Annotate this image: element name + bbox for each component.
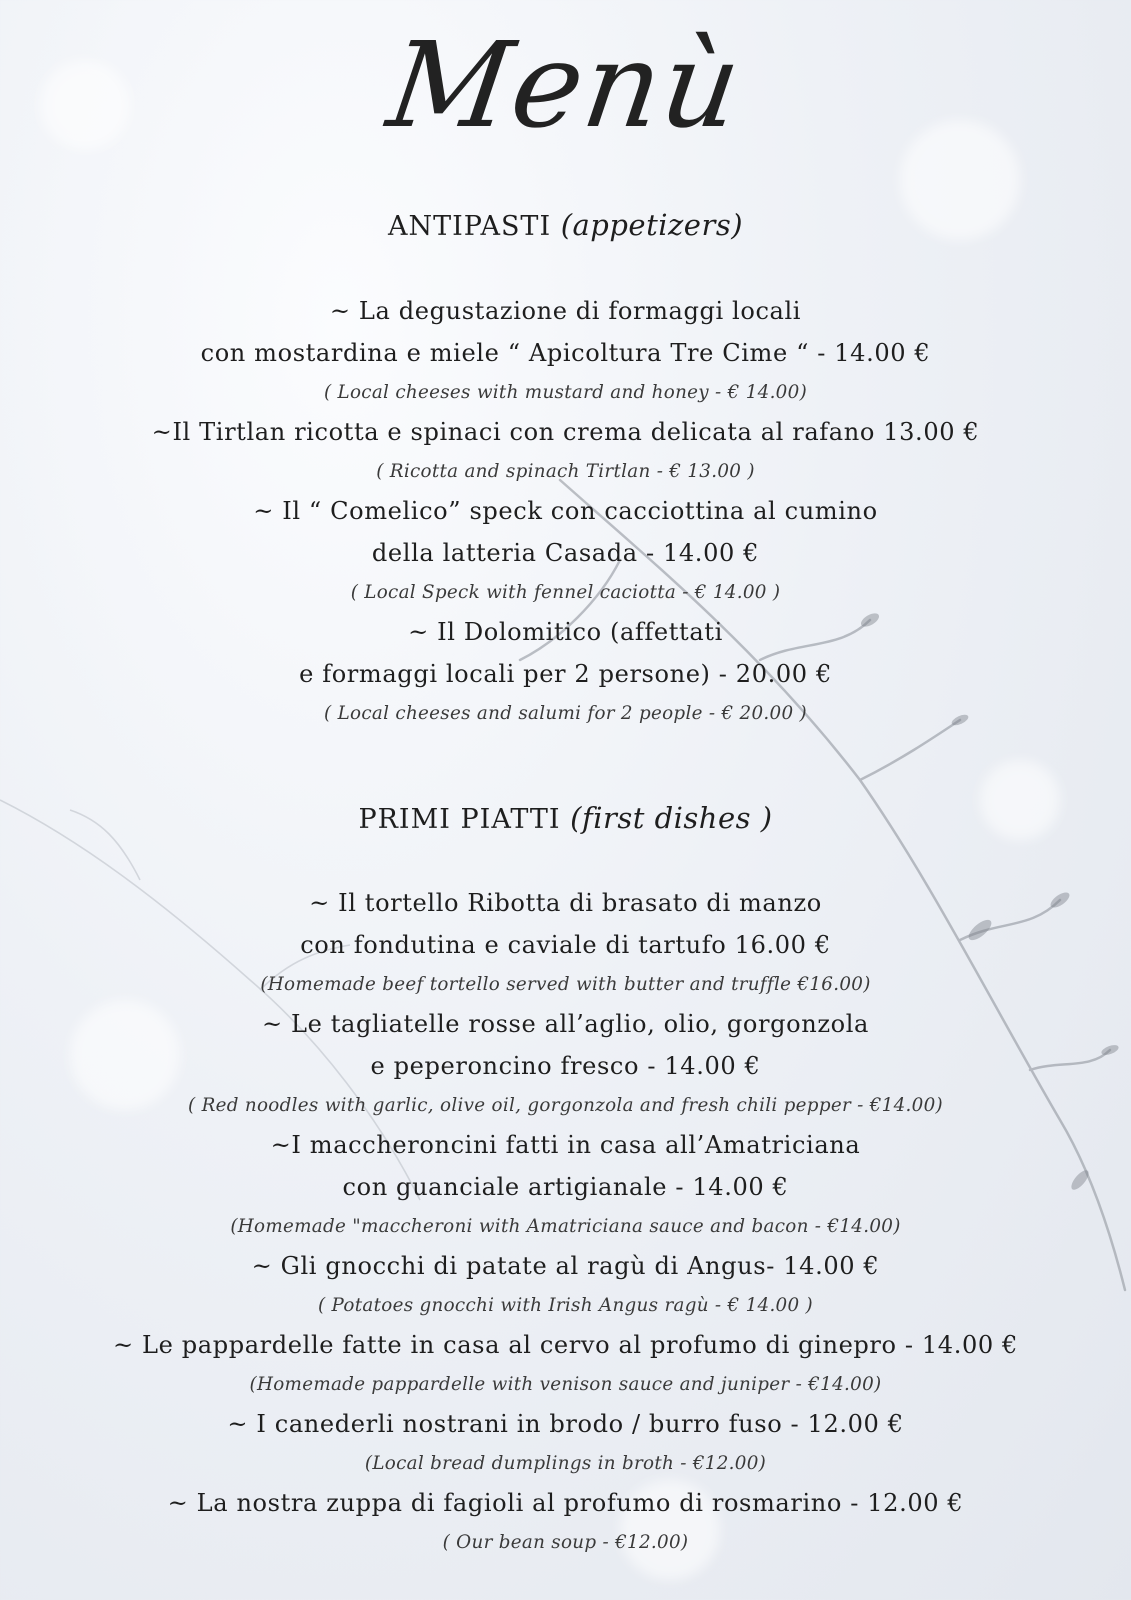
menu-item-line: ~ La degustazione di formaggi locali — [329, 297, 802, 325]
menu-item-line: ~ Le pappardelle fatte in casa al cervo al profumo di ginepro - 14.00 € — [113, 1331, 1018, 1359]
primi-items — [0, 882, 1131, 1561]
menu-item-translation: ( Our bean soup - €12.00) — [442, 1532, 689, 1553]
menu-item-line: e peperoncino fresco - 14.00 € — [370, 1052, 761, 1080]
section-antipasti — [0, 205, 1131, 247]
section-title-it: ANTIPASTI — [387, 211, 552, 242]
menu-item-translation: (Local bread dumplings in broth - €12.00) — [364, 1453, 767, 1474]
menu-item-line: ~ La nostra zuppa di fagioli al profumo di rosmarino - 12.00 € — [167, 1489, 964, 1517]
menu-item-translation: (Homemade pappardelle with venison sauce and juniper - €14.00) — [249, 1374, 882, 1395]
section-title — [0, 798, 1131, 840]
menu-item-translation: ( Local Speck with fennel caciotta - € 14.00 ) — [350, 582, 781, 603]
menu-item-translation: ( Local cheeses and salumi for 2 people - € 20.00 ) — [324, 703, 807, 724]
menu-item-line: della latteria Casada - 14.00 € — [371, 539, 760, 567]
section-title — [0, 205, 1131, 247]
menu-item-translation: (Homemade "maccheroni with Amatriciana sauce and bacon - €14.00) — [230, 1216, 901, 1237]
antipasti-items — [0, 290, 1131, 732]
menu-title: Menù — [380, 16, 751, 154]
menu-item-line: con fondutina e caviale di tartufo 16.00 € — [300, 931, 831, 959]
menu-item-line: ~I maccheroncini fatti in casa all’Amatriciana — [270, 1131, 861, 1159]
menu-item-translation: ( Ricotta and spinach Tirtlan - € 13.00 ) — [376, 461, 755, 482]
menu-item-translation: ( Potatoes gnocchi with Irish Angus ragù - € 14.00 ) — [318, 1295, 813, 1316]
section-title-en: (first dishes ) — [570, 801, 773, 835]
menu-item-line: con guanciale artigianale - 14.00 € — [342, 1173, 789, 1201]
menu-item-line: e formaggi locali per 2 persone) - 20.00 € — [299, 660, 832, 688]
section-title-en: (appetizers) — [560, 208, 744, 242]
menu-item-line: ~ Gli gnocchi di patate al ragù di Angus- 14.00 € — [251, 1252, 880, 1280]
section-title-it: PRIMI PIATTI — [358, 804, 561, 835]
menu-item-line: ~ Il “ Comelico” speck con cacciottina al cumino — [253, 497, 878, 525]
menu-item-translation: (Homemade beef tortello served with butter and truffle €16.00) — [260, 974, 871, 995]
menu-item-line: ~Il Tirtlan ricotta e spinaci con crema delicata al rafano 13.00 € — [151, 418, 980, 446]
menu-item-line: ~ Il Dolomitico (affettati — [408, 618, 723, 646]
menu-item-translation: ( Red noodles with garlic, olive oil, gorgonzola and fresh chili pepper - €14.00) — [188, 1095, 943, 1116]
menu-item-line: con mostardina e miele “ Apicoltura Tre Cime “ - 14.00 € — [200, 339, 931, 367]
menu-item-line: ~ I canederli nostrani in brodo / burro fuso - 12.00 € — [227, 1410, 904, 1438]
section-primi-piatti — [0, 798, 1131, 840]
menu-item-line: ~ Il tortello Ribotta di brasato di manzo — [309, 889, 822, 917]
menu-item-translation: ( Local cheeses with mustard and honey - € 14.00) — [323, 382, 808, 403]
menu-item-line: ~ Le tagliatelle rosse all’aglio, olio, gorgonzola — [262, 1010, 869, 1038]
